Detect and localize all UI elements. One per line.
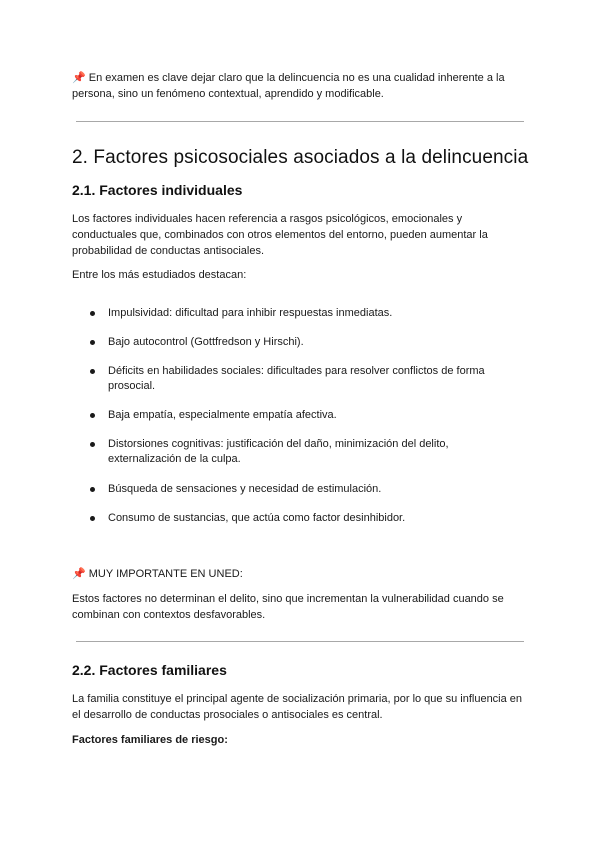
pushpin-icon: 📌	[72, 567, 86, 580]
list-item: Bajo autocontrol (Gottfredson y Hirschi).	[108, 335, 508, 350]
important-note-text: Estos factores no determinan el delito, sino que incrementan la vulnerabilidad cuando se combinan con contextos desfavorables.	[72, 593, 504, 621]
list-item: Consumo de sustancias, que actúa como factor desinhibidor.	[108, 511, 508, 526]
list-item: Impulsividad: dificultad para inhibir respuestas inmediatas.	[108, 306, 508, 321]
family-intro-paragraph: La familia constituye el principal agente de socialización primaria, por lo que su influencia en el desarrollo de conductas prosociales o antisociales es central.	[72, 693, 523, 721]
intro-note	[72, 70, 528, 102]
list-item: Baja empatía, especialmente empatía afectiva.	[108, 408, 508, 423]
list-item: Distorsiones cognitivas: justificación del daño, minimización del delito, externalización de la culpa.	[108, 437, 508, 467]
bullet-icon	[90, 516, 95, 521]
divider	[76, 121, 524, 122]
list-item: Déficits en habilidades sociales: dificultades para resolver conflictos de forma prosocial.	[108, 364, 508, 394]
divider	[76, 641, 524, 642]
important-note-label: 📌 MUY IMPORTANTE EN UNED:	[72, 567, 243, 580]
bullet-icon	[90, 413, 95, 418]
intro-note-text: En examen es clave dejar claro que la delincuencia no es una cualidad inherente a la persona, sino un fenómeno contextual, aprendido y modificable.	[72, 72, 505, 100]
section-title: 2. Factores psicosociales asociados a la delincuencia	[72, 147, 529, 168]
individual-list-intro: Entre los más estudiados destacan:	[72, 269, 247, 281]
subsection-title-individual: 2.1. Factores individuales	[72, 182, 243, 198]
pushpin-icon: 📌	[72, 71, 86, 84]
individual-intro-paragraph: Los factores individuales hacen referencia a rasgos psicológicos, emocionales y conductuales que, combinados con otros elementos del entorno, pueden aumentar la probabilidad de conductas antisociales.	[72, 213, 488, 257]
bullet-icon	[90, 369, 95, 374]
list-item: Búsqueda de sensaciones y necesidad de estimulación.	[108, 482, 508, 497]
bullet-icon	[90, 311, 95, 316]
subsection-title-family: 2.2. Factores familiares	[72, 662, 227, 678]
bullet-icon	[90, 487, 95, 492]
family-risk-label: Factores familiares de riesgo:	[72, 734, 228, 746]
bullet-icon	[90, 442, 95, 447]
bullet-icon	[90, 340, 95, 345]
